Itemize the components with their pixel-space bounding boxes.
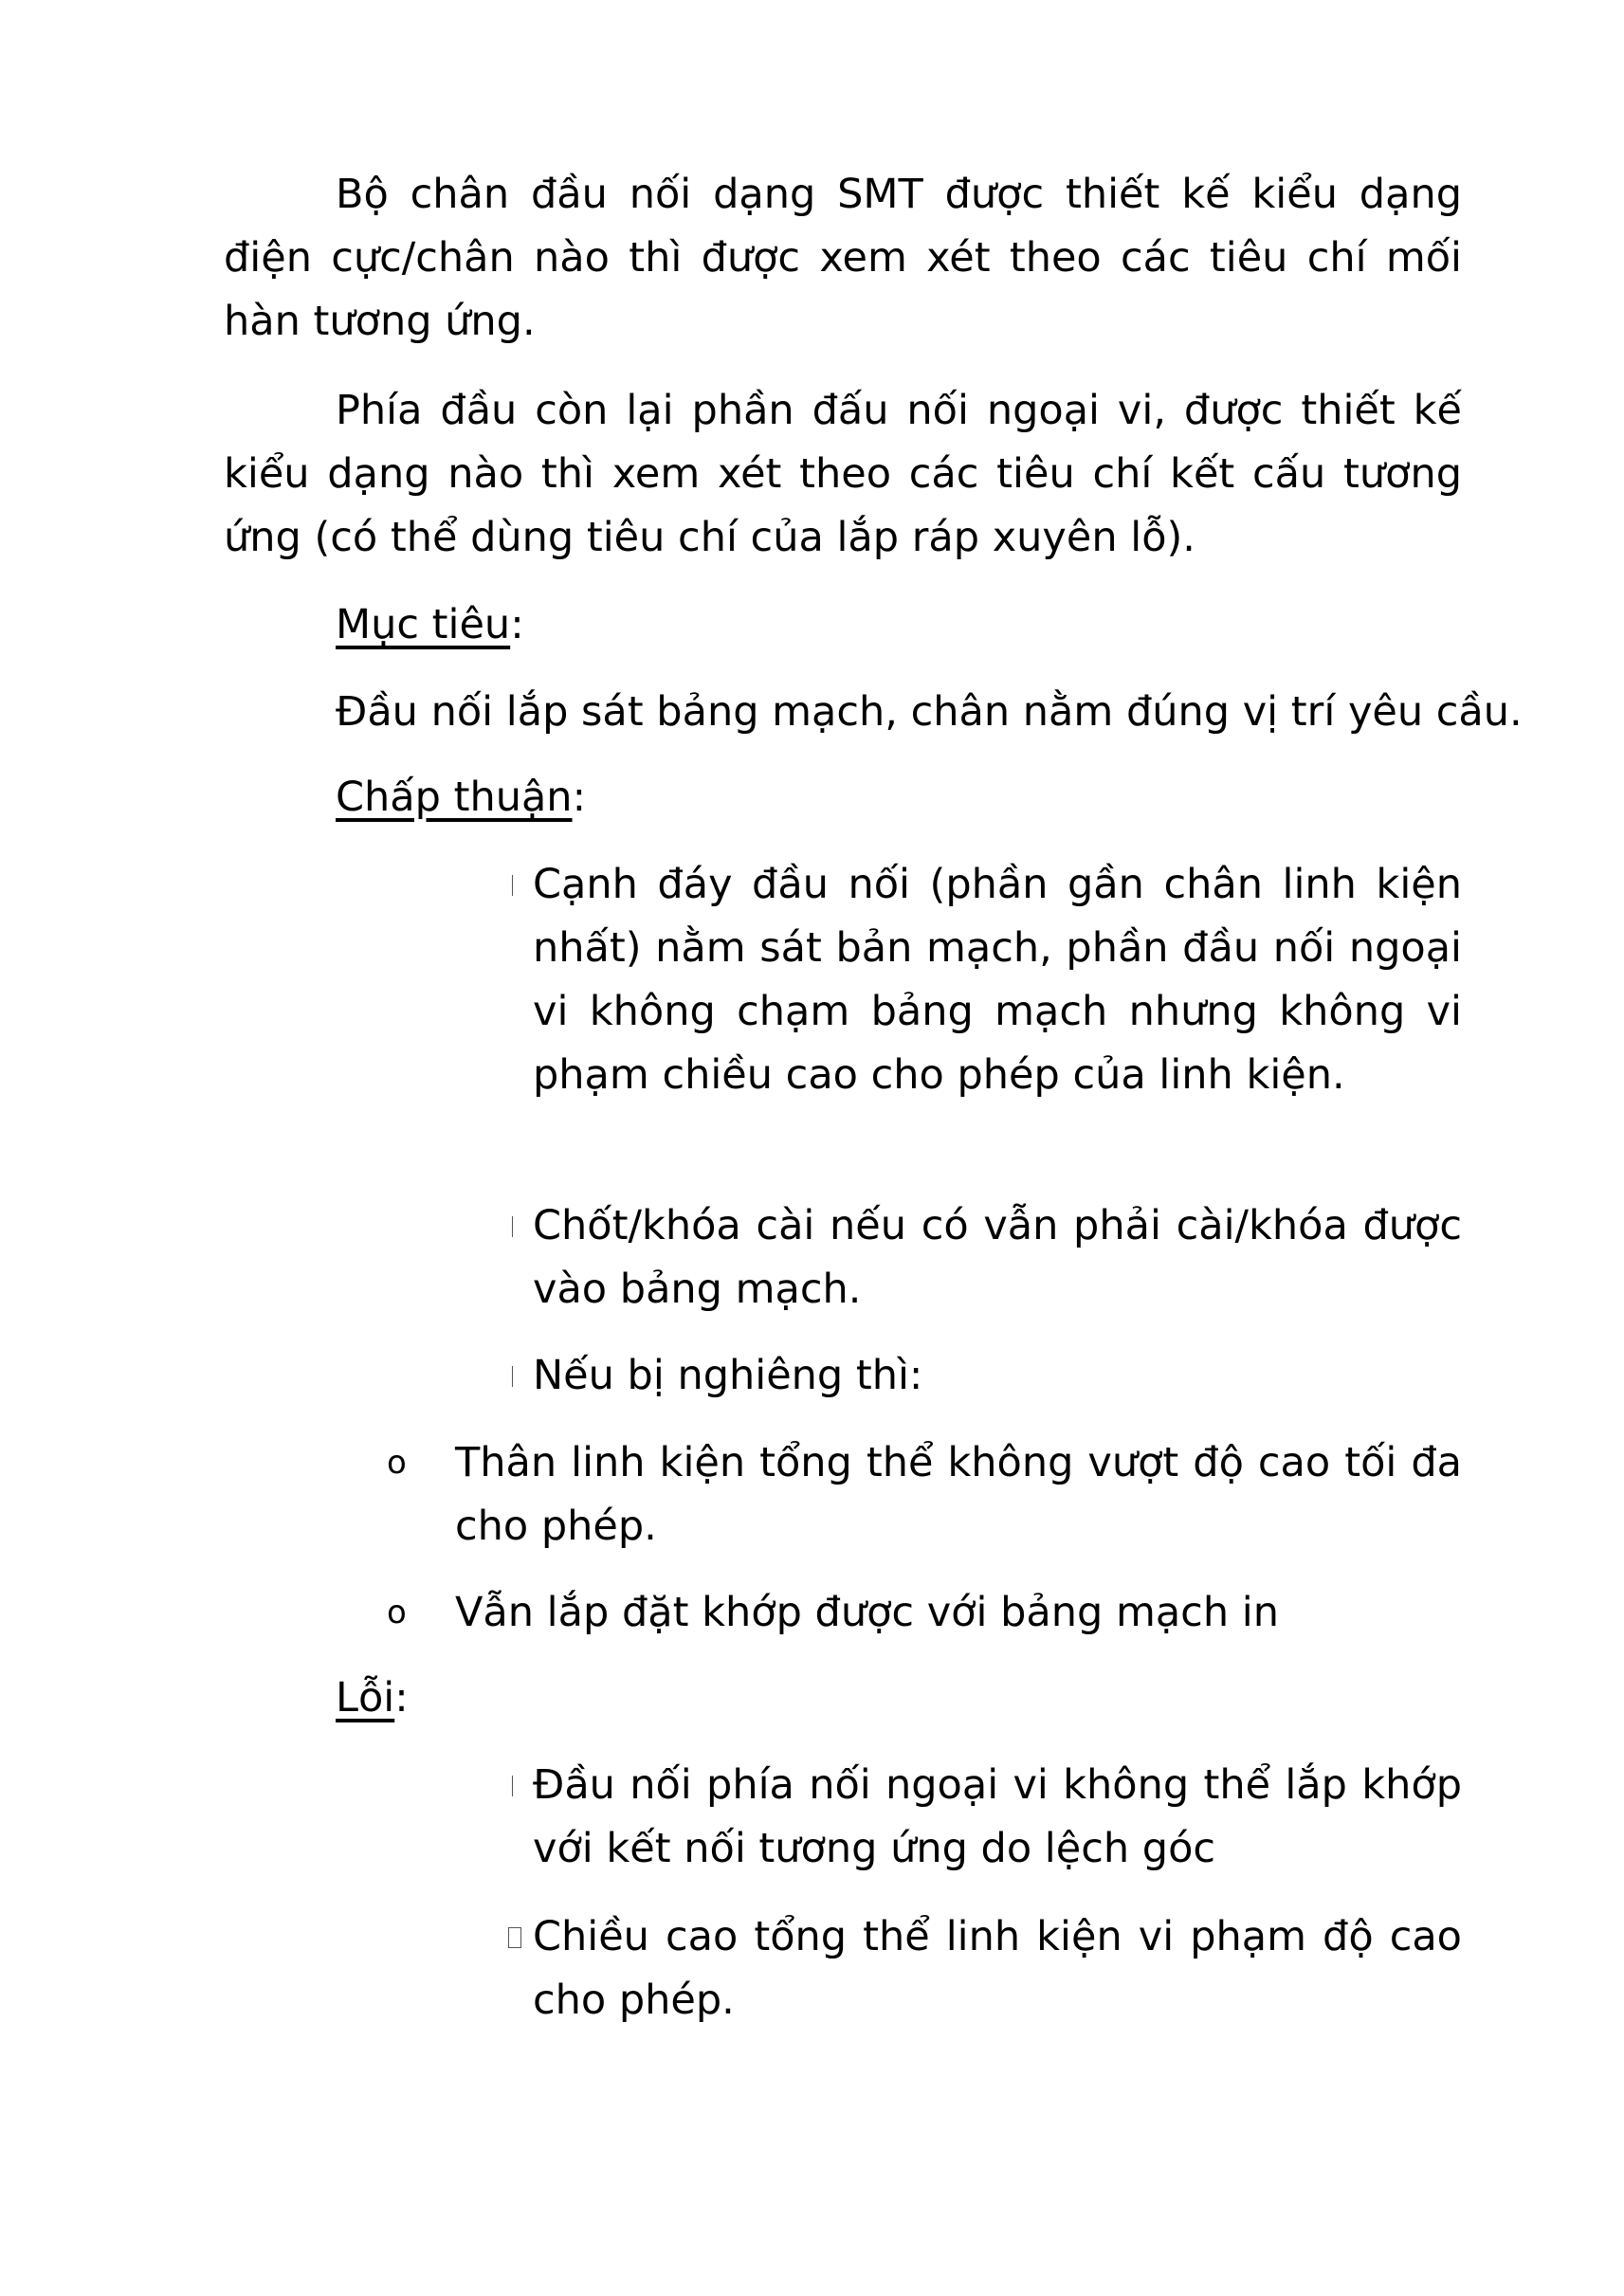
list-item [533,1905,1462,2032]
muc-tieu-text: Đầu nối lắp sát bảng mạch, chân nằm đúng vị trí yêu cầu. [336,688,1523,736]
sub-bullet-marker: o [387,1444,407,1482]
intro-paragraph-1: Bộ chân đầu nối dạng SMT được thiết kế kiểu dạng điện cực/chân nào thì được xem xét theo các tiêu chí mối hàn tương ứng. [224,171,1462,345]
sub-list-item-text: Thân linh kiện tổng thể không vượt độ cao tối đa cho phép. [455,1439,1462,1550]
list-item-text: Cạnh đáy đầu nối (phần gần chân linh kiện nhất) nằm sát bản mạch, phần đầu nối ngoại vi không chạm bảng mạch nhưng không vi phạm chiều cao cho phép của linh kiện. [533,861,1462,1099]
section-heading-chap-thuan [336,766,586,829]
sub-list-item-text: Vẫn lắp đặt khớp được với bảng mạch in [455,1589,1279,1636]
bullet-box-icon [508,1905,527,1969]
list-item-text: Chốt/khóa cài nếu có vẫn phải cài/khóa được vào bảng mạch. [533,1202,1462,1313]
intro-paragraph-2: Phía đầu còn lại phần đấu nối ngoại vi, được thiết kế kiểu dạng nào thì xem xét theo các tiêu chí kết cấu tương ứng (có thể dùng tiêu chí của lắp ráp xuyên lỗ). [224,387,1462,561]
sub-list-item [387,1431,1462,1558]
bullet-bar-icon [508,1194,527,1258]
bullet-bar-icon [508,1754,527,1817]
heading-colon: : [572,774,587,821]
list-item [533,1344,1462,1408]
heading-label: Chấp thuận [336,774,573,821]
bullet-bar-icon [508,853,527,917]
list-item-text: Nếu bị nghiêng thì: [533,1352,923,1399]
sub-list-item [387,1581,1462,1645]
list-item [533,853,1462,1107]
bullet-bar-icon [508,1344,527,1408]
list-item [533,1194,1462,1321]
list-item-text: Chiều cao tổng thể linh kiện vi phạm độ cao cho phép. [533,1913,1462,2024]
section-heading-muc-tieu [336,593,524,657]
sub-bullet-marker: o [387,1594,407,1631]
heading-label: Mục tiêu [336,601,511,648]
list-item [533,1754,1462,1881]
heading-colon: : [394,1674,409,1722]
heading-colon: : [510,601,524,648]
section-heading-loi [336,1667,409,1730]
list-item-text: Đầu nối phía nối ngoại vi không thể lắp khớp với kết nối tương ứng do lệch góc [533,1761,1462,1872]
heading-label: Lỗi [336,1674,395,1722]
